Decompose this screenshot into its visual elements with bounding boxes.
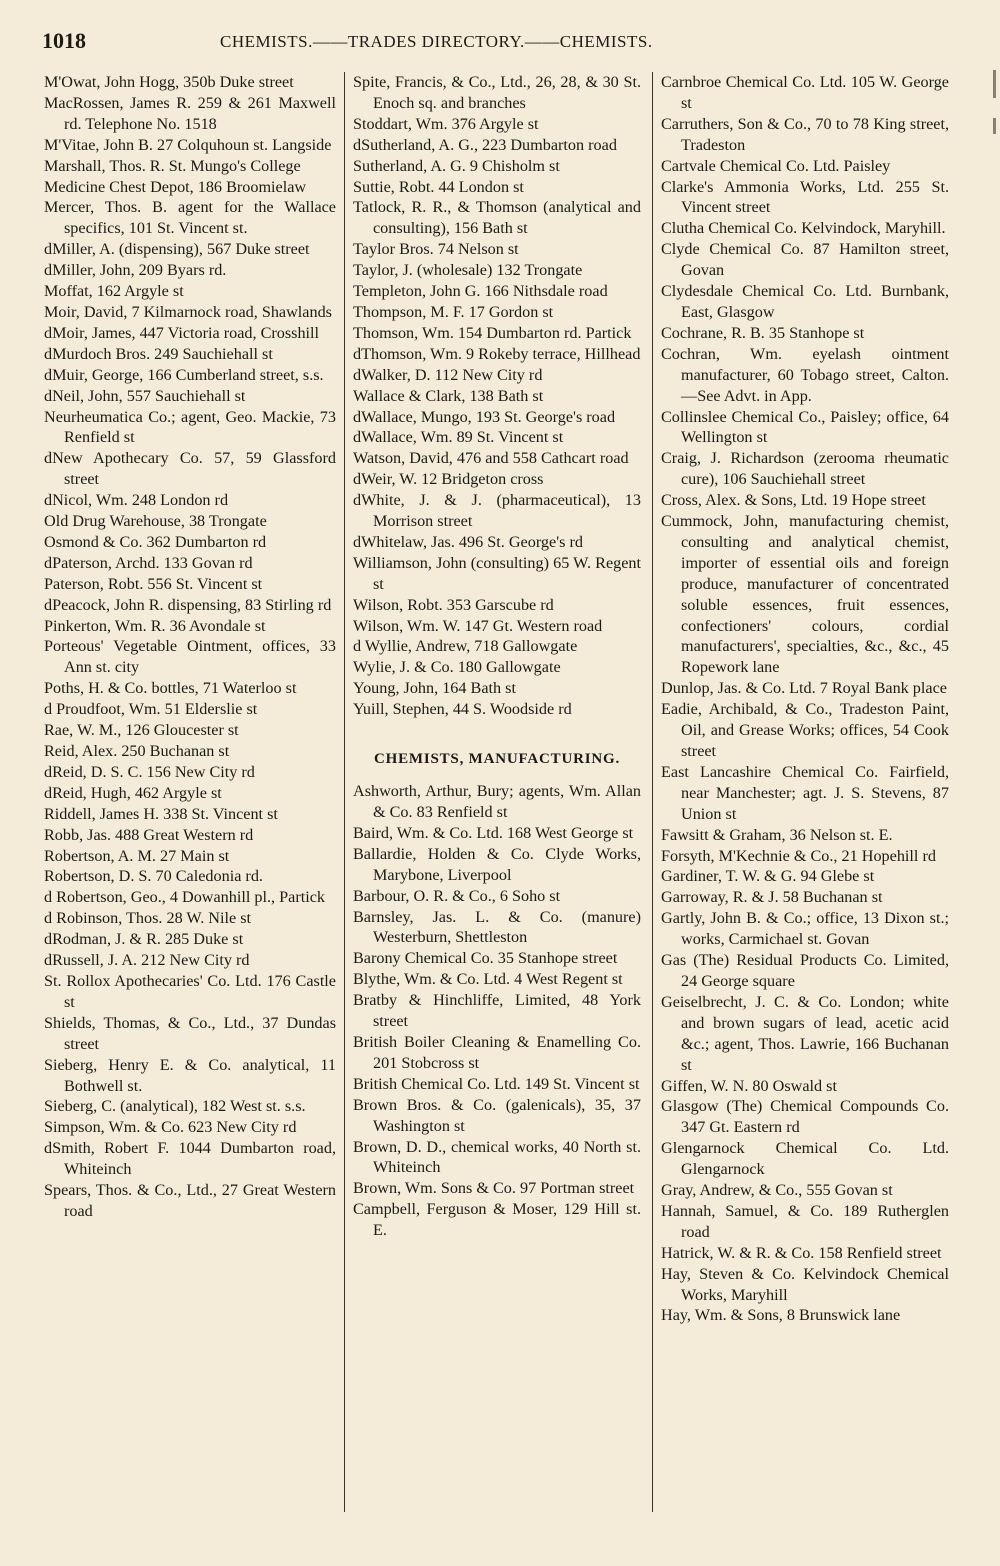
directory-entry: Dunlop, Jas. & Co. Ltd. 7 Royal Bank place bbox=[661, 679, 947, 698]
directory-entry: Ballardie, Holden & Co. Clyde Works, Marybone, Liverpool bbox=[353, 844, 641, 884]
directory-entry: Taylor Bros. 74 Nelson st bbox=[353, 240, 519, 259]
directory-entry: dReid, Hugh, 462 Argyle st bbox=[44, 783, 222, 802]
directory-entry: Sieberg, C. (analytical), 182 West st. s.s. bbox=[44, 1097, 306, 1116]
directory-entry: Cartvale Chemical Co. Ltd. Paisley bbox=[661, 156, 891, 175]
directory-entry: Barony Chemical Co. 35 Stanhope street bbox=[353, 949, 618, 968]
directory-entry: M'Owat, John Hogg, 350b Duke street bbox=[44, 73, 294, 91]
directory-entry: Gartly, John B. & Co.; office, 13 Dixon st.; works, Carmichael st. Govan bbox=[661, 909, 949, 949]
directory-entry: Neurheumatica Co.; agent, Geo. Mackie, 73 Renfield st bbox=[44, 407, 336, 447]
directory-entry: dWalker, D. 112 New City rd bbox=[353, 365, 543, 384]
directory-entry: Moffat, 162 Argyle st bbox=[44, 282, 184, 301]
directory-entry: Fawsitt & Graham, 36 Nelson st. E. bbox=[661, 825, 893, 844]
column-divider bbox=[652, 72, 653, 1512]
directory-entry: Stoddart, Wm. 376 Argyle st bbox=[353, 114, 539, 133]
directory-entry: Mercer, Thos. B. agent for the Wallace specifics, 101 St. Vincent st. bbox=[44, 198, 336, 238]
directory-entry: Gray, Andrew, & Co., 555 Govan st bbox=[661, 1181, 893, 1200]
directory-entry: dThomson, Wm. 9 Rokeby terrace, Hillhead bbox=[353, 344, 641, 363]
directory-entry: Baird, Wm. & Co. Ltd. 168 West George st bbox=[353, 823, 634, 842]
directory-entry: dSutherland, A. G., 223 Dumbarton road bbox=[353, 135, 617, 154]
directory-entry: Ashworth, Arthur, Bury; agents, Wm. Allan & Co. 83 Renfield st bbox=[353, 782, 641, 821]
directory-entry: Moir, David, 7 Kilmarnock road, Shawlands bbox=[44, 302, 332, 321]
directory-entry: Wylie, J. & Co. 180 Gallowgate bbox=[353, 658, 561, 677]
directory-entry: Clyde Chemical Co. 87 Hamilton street, Govan bbox=[661, 240, 949, 280]
directory-entry: Geiselbrecht, J. C. & Co. London; white and brown sugars of lead, acetic acid &c.; agent, Thos. Lawrie, 166 Buchanan st bbox=[661, 992, 949, 1074]
directory-entry: d Robinson, Thos. 28 W. Nile st bbox=[44, 909, 252, 928]
directory-entry: Hatrick, W. & R. & Co. 158 Renfield street bbox=[661, 1243, 942, 1262]
directory-entry: Hay, Steven & Co. Kelvindock Chemical Works, Maryhill bbox=[661, 1264, 949, 1304]
directory-entry: Young, John, 164 Bath st bbox=[353, 679, 516, 698]
directory-entry: Garroway, R. & J. 58 Buchanan st bbox=[661, 888, 883, 907]
directory-entry: Campbell, Ferguson & Moser, 129 Hill st. E. bbox=[353, 1200, 641, 1240]
directory-entry: dWallace, Mungo, 193 St. George's road bbox=[353, 407, 616, 426]
directory-entry: dMiller, A. (dispensing), 567 Duke street bbox=[44, 240, 310, 259]
directory-entry: dWallace, Wm. 89 St. Vincent st bbox=[353, 428, 564, 447]
directory-entry: Thompson, M. F. 17 Gordon st bbox=[353, 302, 554, 321]
section-heading: CHEMISTS, MANUFACTURING. bbox=[373, 751, 621, 768]
directory-entry: Templeton, John G. 166 Nithsdale road bbox=[353, 282, 608, 301]
directory-entry: Clutha Chemical Co. Kelvindock, Maryhill. bbox=[661, 219, 946, 238]
directory-entry: MacRossen, James R. 259 & 261 Maxwell rd. Telephone No. 1518 bbox=[44, 93, 336, 133]
directory-entry: dReid, D. S. C. 156 New City rd bbox=[44, 762, 255, 781]
directory-entry: St. Rollox Apothecaries' Co. Ltd. 176 Castle st bbox=[44, 971, 336, 1011]
directory-entry: dMuir, George, 166 Cumberland street, s.s. bbox=[44, 365, 324, 384]
column-3 bbox=[661, 72, 949, 1542]
directory-entry: Clarke's Ammonia Works, Ltd. 255 St. Vincent street bbox=[661, 177, 949, 217]
directory-entry: Eadie, Archibald, & Co., Tradeston Paint, Oil, and Grease Works; offices, 54 Cook street bbox=[661, 700, 949, 760]
directory-entry: Cochran, Wm. eyelash ointment manufacturer, 60 Tobago street, Calton.—See Advt. in App. bbox=[661, 344, 949, 405]
directory-entry: M'Vitae, John B. 27 Colquhoun st. Langside bbox=[44, 135, 332, 154]
directory-entry: Cochrane, R. B. 35 Stanhope st bbox=[661, 323, 865, 342]
directory-entry: Reid, Alex. 250 Buchanan st bbox=[44, 742, 230, 760]
page-edge-mark bbox=[993, 118, 996, 134]
directory-entry: Old Drug Warehouse, 38 Trongate bbox=[44, 512, 267, 531]
directory-entry: Robertson, D. S. 70 Caledonia rd. bbox=[44, 867, 263, 886]
directory-entry: d Proudfoot, Wm. 51 Elderslie st bbox=[44, 700, 258, 719]
manufacturing-entries-list bbox=[353, 781, 641, 1241]
directory-entry: Collinslee Chemical Co., Paisley; office, 64 Wellington st bbox=[661, 407, 949, 447]
directory-entry: dWhite, J. & J. (pharmaceutical), 13 Morrison street bbox=[353, 491, 641, 531]
directory-entry: dNeil, John, 557 Sauchiehall st bbox=[44, 386, 246, 405]
directory-entry: Sieberg, Henry E. & Co. analytical, 11 Bothwell st. bbox=[44, 1055, 336, 1095]
directory-entry: Watson, David, 476 and 558 Cathcart road bbox=[353, 449, 629, 468]
directory-entry: Glasgow (The) Chemical Compounds Co. 347 Gt. Eastern rd bbox=[661, 1097, 949, 1137]
directory-entry: Carruthers, Son & Co., 70 to 78 King street, Tradeston bbox=[661, 114, 949, 154]
directory-entry: Cross, Alex. & Sons, Ltd. 19 Hope street bbox=[661, 491, 926, 510]
directory-entry: dPaterson, Archd. 133 Govan rd bbox=[44, 553, 253, 572]
directory-entry: Bratby & Hinchliffe, Limited, 48 York street bbox=[353, 991, 641, 1031]
page-edge-mark bbox=[993, 70, 996, 98]
directory-entry: Wilson, Wm. W. 147 Gt. Western road bbox=[353, 616, 603, 635]
directory-entry: Rae, W. M., 126 Gloucester st bbox=[44, 721, 239, 740]
directory-entry: Craig, J. Richardson (zerooma rheumatic cure), 106 Sauchiehall street bbox=[661, 449, 949, 489]
directory-entry: dWeir, W. 12 Bridgeton cross bbox=[353, 470, 544, 489]
directory-entry: dWhitelaw, Jas. 496 St. George's rd bbox=[353, 532, 583, 551]
directory-entry: Cummock, John, manufacturing chemist, consulting and analytical chemist, importer of essential oils and foreign produce, manufacturer of concentrated soluble essences, fruit essences, confectioners' colours, cordial manufacturers', specialties, &c., &c., 45 Ropework lane bbox=[661, 512, 949, 677]
directory-entry: Gas (The) Residual Products Co. Limited, 24 George square bbox=[661, 951, 949, 990]
directory-entry: dPeacock, John R. dispensing, 83 Stirling rd bbox=[44, 595, 332, 614]
directory-entry: Brown, D. D., chemical works, 40 North st. Whiteinch bbox=[353, 1137, 641, 1177]
directory-entry: British Chemical Co. Ltd. 149 St. Vincent st bbox=[353, 1074, 640, 1093]
directory-entry: Taylor, J. (wholesale) 132 Trongate bbox=[353, 261, 583, 280]
directory-entry: Clydesdale Chemical Co. Ltd. Burnbank, East, Glasgow bbox=[661, 282, 949, 321]
directory-entry: dMoir, James, 447 Victoria road, Crosshill bbox=[44, 323, 320, 342]
directory-entry: d Robertson, Geo., 4 Dowanhill pl., Partick bbox=[44, 888, 325, 907]
directory-entry: Osmond & Co. 362 Dumbarton rd bbox=[44, 532, 267, 551]
directory-entry: Barnsley, Jas. L. & Co. (manure) Westerburn, Shettleston bbox=[353, 907, 641, 947]
directory-entry: Barbour, O. R. & Co., 6 Soho st bbox=[353, 886, 561, 905]
directory-entry: dNew Apothecary Co. 57, 59 Glassford street bbox=[44, 449, 336, 489]
directory-entry: Giffen, W. N. 80 Oswald st bbox=[661, 1076, 837, 1095]
entries-list bbox=[353, 72, 641, 720]
directory-entry: Glengarnock Chemical Co. Ltd. Glengarnock bbox=[661, 1139, 949, 1179]
directory-entry: British Boiler Cleaning & Enamelling Co. 201 Stobcross st bbox=[353, 1032, 641, 1072]
directory-entry: d Wyllie, Andrew, 718 Gallowgate bbox=[353, 637, 578, 656]
directory-entry: Poths, H. & Co. bottles, 71 Waterloo st bbox=[44, 679, 297, 698]
directory-entry: dSmith, Robert F. 1044 Dumbarton road, Whiteinch bbox=[44, 1139, 336, 1179]
directory-entry: Forsyth, M'Kechnie & Co., 21 Hopehill rd bbox=[661, 846, 936, 865]
page-header bbox=[0, 28, 1000, 62]
directory-entry: Simpson, Wm. & Co. 623 New City rd bbox=[44, 1118, 297, 1137]
directory-entry: Brown Bros. & Co. (galenicals), 35, 37 Washington st bbox=[353, 1095, 641, 1135]
directory-entry: dMiller, John, 209 Byars rd. bbox=[44, 261, 227, 280]
directory-entry: Yuill, Stephen, 44 S. Woodside rd bbox=[353, 700, 572, 719]
directory-entry: Suttie, Robt. 44 London st bbox=[353, 177, 524, 196]
directory-entry: dNicol, Wm. 248 London rd bbox=[44, 491, 229, 510]
column-1 bbox=[44, 72, 336, 1542]
page-title: CHEMISTS.——TRADES DIRECTORY.——CHEMISTS. bbox=[220, 32, 653, 51]
directory-entry: Pinkerton, Wm. R. 36 Avondale st bbox=[44, 616, 266, 635]
directory-entry: Wallace & Clark, 138 Bath st bbox=[353, 386, 544, 405]
directory-entry: Marshall, Thos. R. St. Mungo's College bbox=[44, 156, 301, 175]
directory-entry: Robb, Jas. 488 Great Western rd bbox=[44, 825, 254, 844]
directory-entry: Spears, Thos. & Co., Ltd., 27 Great Western road bbox=[44, 1181, 336, 1220]
directory-entry: Tatlock, R. R., & Thomson (analytical and consulting), 156 Bath st bbox=[353, 198, 641, 238]
directory-entry: Thomson, Wm. 154 Dumbarton rd. Partick bbox=[353, 323, 632, 342]
directory-entry: Paterson, Robt. 556 St. Vincent st bbox=[44, 574, 263, 593]
directory-entry: Shields, Thomas, & Co., Ltd., 37 Dundas street bbox=[44, 1013, 336, 1053]
directory-entry: Brown, Wm. Sons & Co. 97 Portman street bbox=[353, 1179, 635, 1198]
directory-entry: Blythe, Wm. & Co. Ltd. 4 West Regent st bbox=[353, 970, 623, 989]
directory-entry: Spite, Francis, & Co., Ltd., 26, 28, & 30 St. Enoch sq. and branches bbox=[353, 73, 641, 112]
column-2 bbox=[353, 72, 641, 1542]
directory-entry: dMurdoch Bros. 249 Sauchiehall st bbox=[44, 344, 273, 363]
directory-entry: Riddell, James H. 338 St. Vincent st bbox=[44, 804, 278, 823]
directory-entry: East Lancashire Chemical Co. Fairfield, near Manchester; agt. J. S. Stevens, 87 Union st bbox=[661, 762, 949, 823]
directory-entry: Wilson, Robt. 353 Garscube rd bbox=[353, 595, 554, 614]
directory-entry: Carnbroe Chemical Co. Ltd. 105 W. George st bbox=[661, 73, 949, 112]
directory-entry: Gardiner, T. W. & G. 94 Glebe st bbox=[661, 867, 875, 886]
page-number: 1018 bbox=[42, 28, 86, 53]
column-divider bbox=[344, 72, 345, 1512]
directory-entry: dRussell, J. A. 212 New City rd bbox=[44, 951, 250, 970]
directory-entry: Medicine Chest Depot, 186 Broomielaw bbox=[44, 177, 307, 196]
directory-entry: Porteous' Vegetable Ointment, offices, 33 Ann st. city bbox=[44, 637, 336, 677]
directory-entry: Hannah, Samuel, & Co. 189 Rutherglen road bbox=[661, 1201, 949, 1241]
directory-entry: Hay, Wm. & Sons, 8 Brunswick lane bbox=[661, 1306, 901, 1325]
directory-entry: Robertson, A. M. 27 Main st bbox=[44, 846, 230, 865]
directory-entry: Williamson, John (consulting) 65 W. Regent st bbox=[353, 553, 641, 593]
directory-entry: dRodman, J. & R. 285 Duke st bbox=[44, 930, 244, 949]
directory-entry: Sutherland, A. G. 9 Chisholm st bbox=[353, 156, 560, 175]
